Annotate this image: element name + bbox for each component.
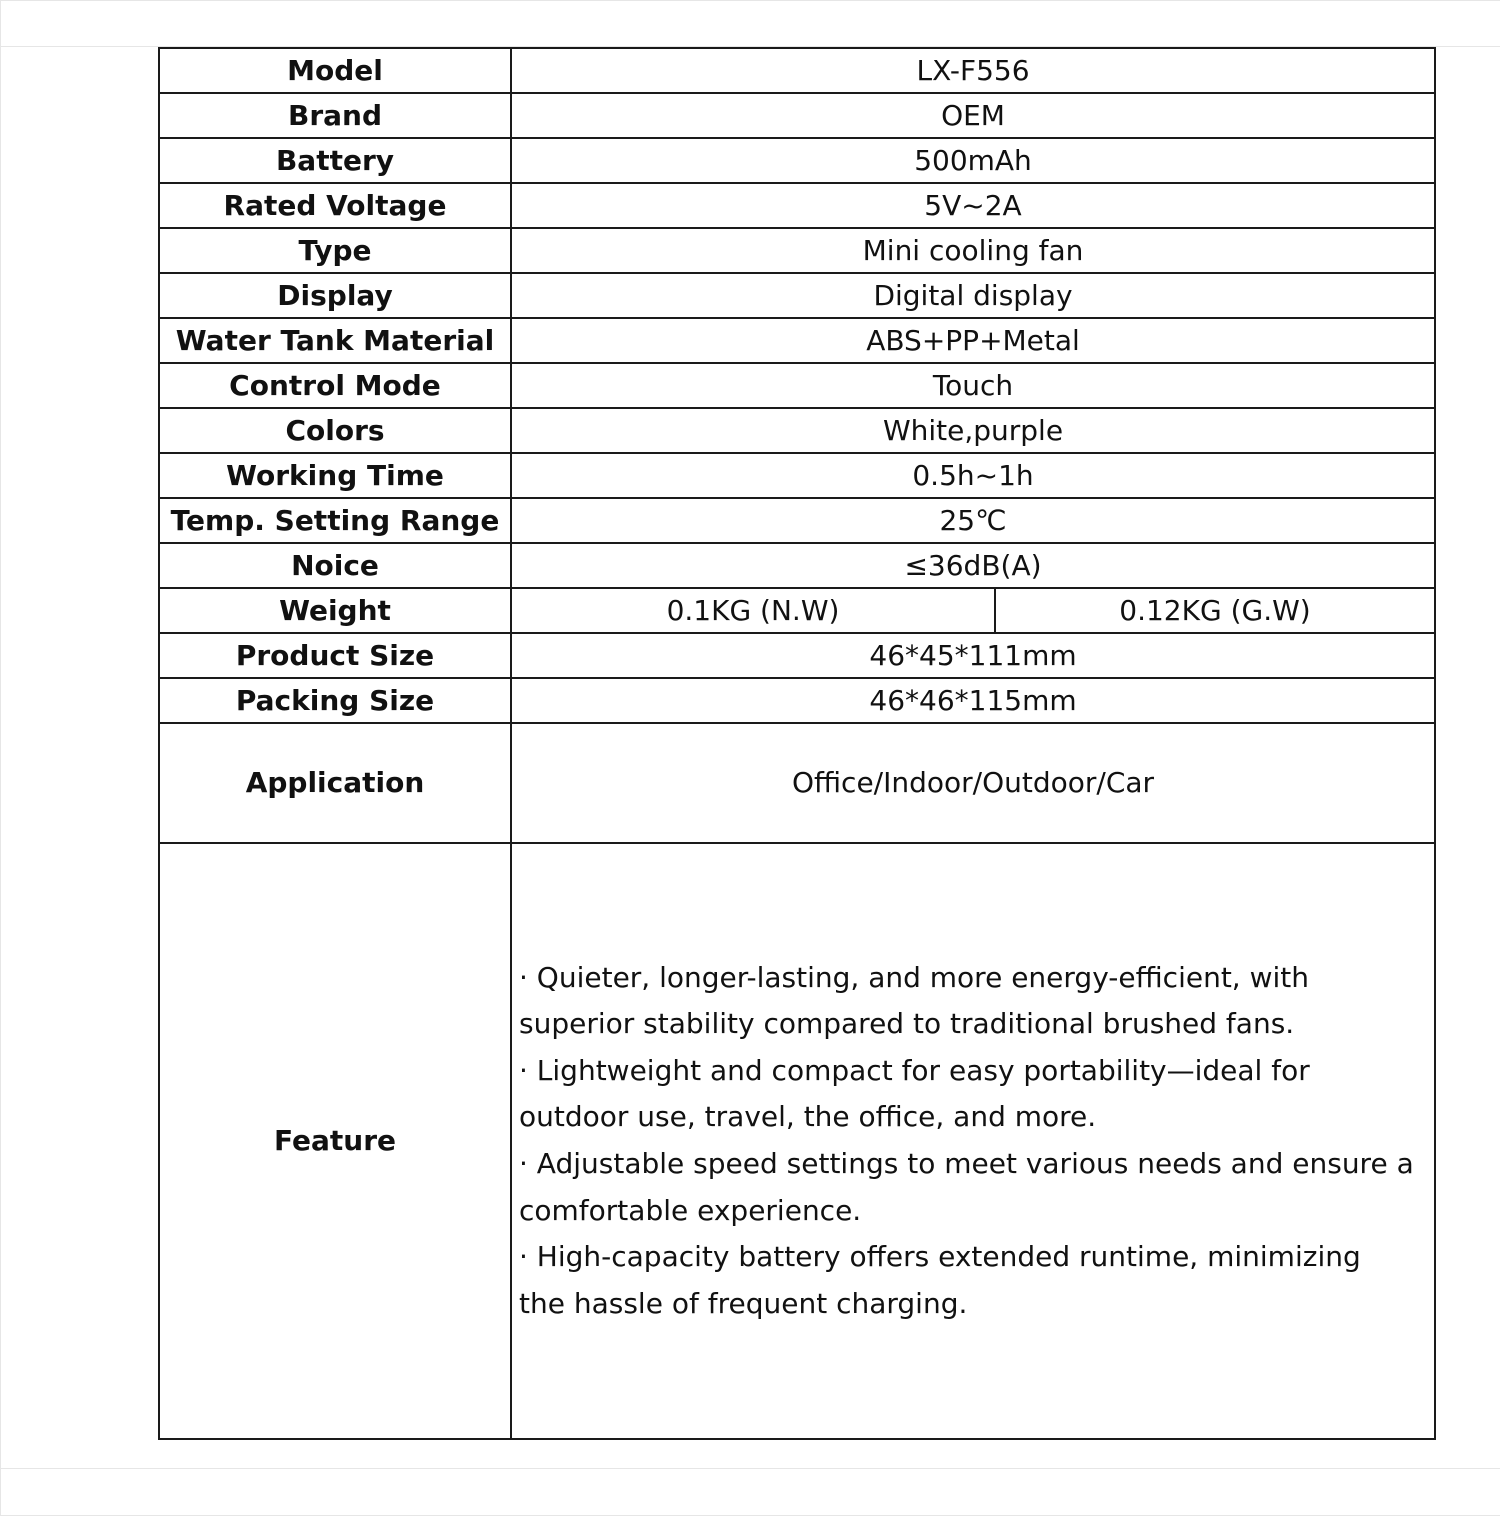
row-value-application: Office/Indoor/Outdoor/Car (511, 723, 1435, 843)
row-value-packing-size: 46*46*115mm (511, 678, 1435, 723)
row-value-product-size: 46*45*111mm (511, 633, 1435, 678)
row-label-weight: Weight (159, 588, 511, 633)
row-value-noise: ≤36dB(A) (511, 543, 1435, 588)
row-label-brand: Brand (159, 93, 511, 138)
table-row (159, 498, 1435, 543)
table-row (159, 723, 1435, 843)
feature-point: · Lightweight and compact for easy portability—ideal for outdoor use, travel, the office, and more. (519, 1053, 1310, 1134)
row-value-colors: White,purple (511, 408, 1435, 453)
table-row (159, 273, 1435, 318)
row-label-water-tank-material: Water Tank Material (159, 318, 511, 363)
row-label-control-mode: Control Mode (159, 363, 511, 408)
row-label-rated-voltage: Rated Voltage (159, 183, 511, 228)
table-row (159, 228, 1435, 273)
table-row (159, 408, 1435, 453)
row-value-working-time: 0.5h~1h (511, 453, 1435, 498)
row-value-feature (511, 843, 1435, 1439)
row-label-packing-size: Packing Size (159, 678, 511, 723)
table-row (159, 48, 1435, 93)
row-label-model: Model (159, 48, 511, 93)
row-value-display: Digital display (511, 273, 1435, 318)
feature-point: · Adjustable speed settings to meet various needs and ensure a comfortable experience. (519, 1147, 1414, 1227)
row-label-feature: Feature (159, 843, 511, 1439)
row-label-type: Type (159, 228, 511, 273)
table-row (159, 633, 1435, 678)
row-label-colors: Colors (159, 408, 511, 453)
row-value-battery: 500mAh (511, 138, 1435, 183)
table-row (159, 843, 1435, 1439)
row-label-application: Application (159, 723, 511, 843)
row-value-temp-setting-range: 25℃ (511, 498, 1435, 543)
row-value-model: LX-F556 (511, 48, 1435, 93)
bottom-divider (0, 1468, 1500, 1469)
page-top-border (0, 0, 1500, 1)
table-row (159, 678, 1435, 723)
spec-table (158, 47, 1436, 1440)
row-label-product-size: Product Size (159, 633, 511, 678)
table-row (159, 93, 1435, 138)
row-value-brand: OEM (511, 93, 1435, 138)
table-row (159, 543, 1435, 588)
row-value-net-weight: 0.1KG (N.W) (511, 588, 995, 633)
table-row (159, 138, 1435, 183)
feature-point: · Quieter, longer-lasting, and more energy-efficient, with superior stability compared to traditional brushed fans. (519, 960, 1310, 1041)
feature-point: · High-capacity battery offers extended runtime, minimizing the hassle of frequent charging. (519, 1240, 1361, 1320)
row-label-display: Display (159, 273, 511, 318)
row-value-rated-voltage: 5V~2A (511, 183, 1435, 228)
table-row (159, 588, 1435, 633)
row-label-temp-setting-range: Temp. Setting Range (159, 498, 511, 543)
row-value-control-mode: Touch (511, 363, 1435, 408)
row-value-type: Mini cooling fan (511, 228, 1435, 273)
table-row (159, 318, 1435, 363)
row-label-noise: Noice (159, 543, 511, 588)
table-row (159, 183, 1435, 228)
left-border (0, 0, 1, 1516)
table-row (159, 453, 1435, 498)
row-value-water-tank-material: ABS+PP+Metal (511, 318, 1435, 363)
row-label-working-time: Working Time (159, 453, 511, 498)
row-value-gross-weight: 0.12KG (G.W) (995, 588, 1435, 633)
row-label-battery: Battery (159, 138, 511, 183)
table-row (159, 363, 1435, 408)
